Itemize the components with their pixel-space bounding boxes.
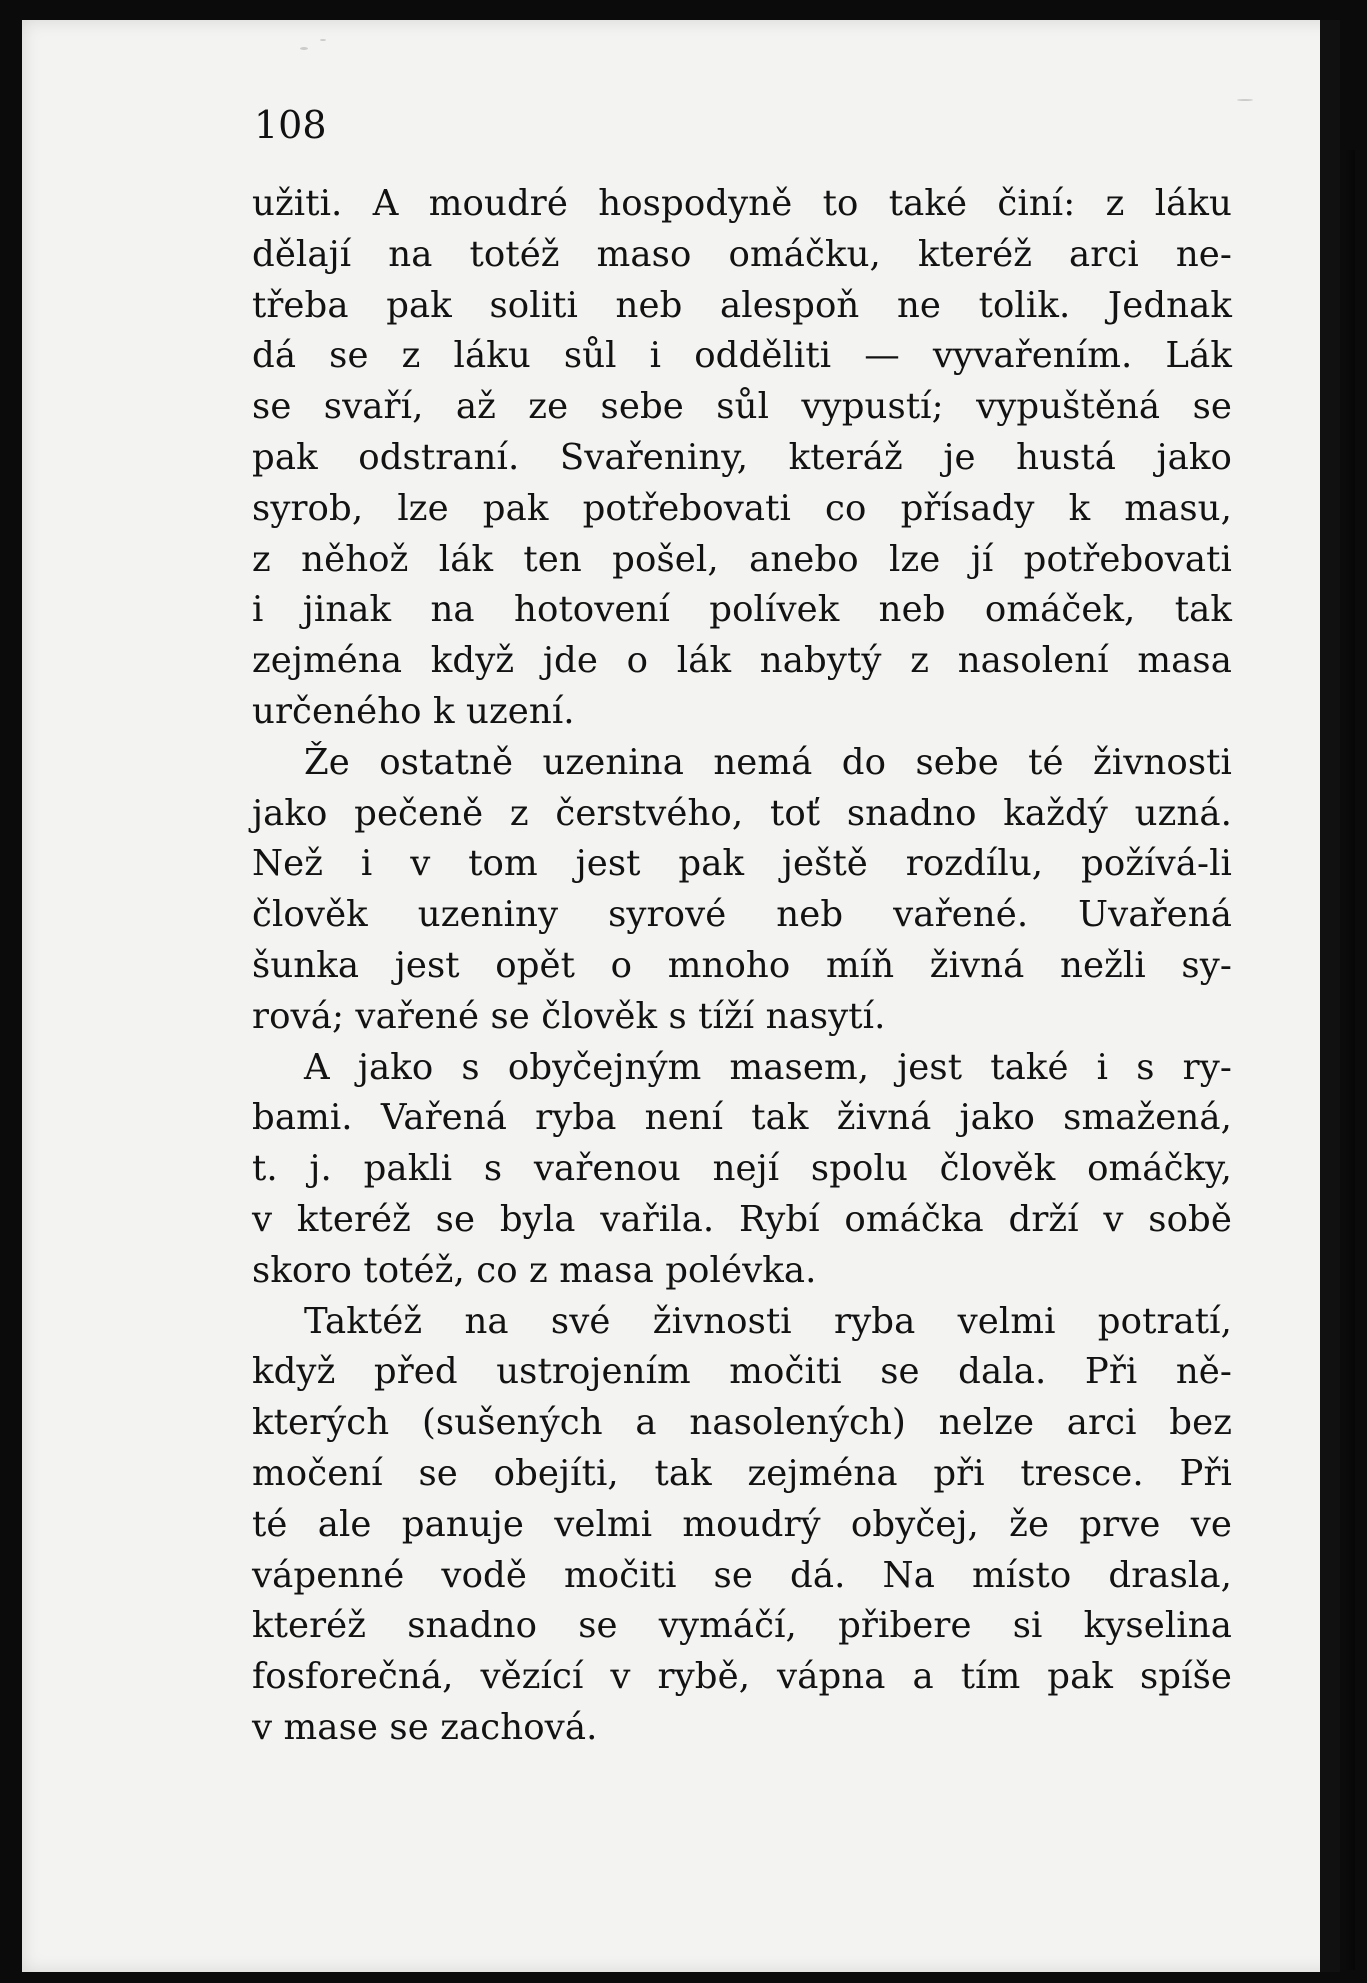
spine-shadow [1345, 150, 1355, 1970]
text-line: pak odstraní. Svařeniny, kteráž je hustá jako [252, 436, 1232, 478]
text-line: syrob, lze pak potřebovati co přísady k masu, [252, 487, 1232, 529]
page-body-text [252, 179, 1232, 1754]
text-line: člověk uzeniny syrové neb vařené. Uvařená [252, 894, 1232, 936]
scan-smudge [1237, 99, 1253, 101]
text-line: Taktéž na své živnosti ryba velmi potratí, [304, 1300, 1232, 1342]
page-number: 108 [254, 103, 327, 147]
page-right-edge [1320, 20, 1340, 1972]
text-line: Že ostatně uzenina nemá do sebe té živnosti [304, 741, 1232, 783]
text-line: v mase se zachová. [252, 1706, 598, 1748]
text-line: dělají na totéž maso omáčku, kteréž arci ne- [252, 233, 1232, 275]
text-line: močení se obejíti, tak zejména při tresce. Při [252, 1452, 1232, 1494]
text-line: se svaří, až ze sebe sůl vypustí; vypuštěná se [252, 386, 1232, 428]
text-line: fosforečná, vězící v rybě, vápna a tím pak spíše [252, 1656, 1232, 1698]
text-line: i jinak na hotovení polívek neb omáček, tak [252, 589, 1232, 631]
text-line: vápenné vodě močiti se dá. Na místo drasla, [252, 1554, 1232, 1596]
text-line: určeného k uzení. [252, 690, 575, 732]
text-line: užiti. A moudré hospodyně to také činí: z láku [252, 183, 1232, 224]
text-line: bami. Vařená ryba není tak živná jako smažená, [252, 1097, 1232, 1139]
scan-smudge [300, 47, 308, 50]
text-line: když před ustrojením močiti se dala. Při ně- [252, 1351, 1232, 1393]
text-line: třeba pak soliti neb alespoň ne tolik. Jednak [252, 284, 1232, 326]
text-line: A jako s obyčejným masem, jest také i s ry- [304, 1046, 1232, 1088]
text-line: zejména když jde o lák nabytý z nasolení masa [252, 640, 1232, 682]
text-line: Než i v tom jest pak ještě rozdílu, požívá-li [252, 843, 1232, 885]
text-line: rová; vařené se člověk s tíží nasytí. [252, 995, 886, 1037]
text-line: v kteréž se byla vařila. Rybí omáčka drží v sobě [252, 1198, 1232, 1240]
text-line: dá se z láku sůl i odděliti — vyvařením. Lák [252, 335, 1232, 377]
text-line: kteréž snadno se vymáčí, přibere si kyselina [252, 1605, 1232, 1647]
scan-smudge [320, 39, 326, 41]
text-line: t. j. pakli s vařenou nejí spolu člověk omáčky, [252, 1148, 1232, 1190]
text-line: skoro totéž, co z masa polévka. [252, 1249, 817, 1291]
text-line: kterých (sušených a nasolených) nelze arci bez [252, 1402, 1232, 1444]
text-line: jako pečeně z čerstvého, toť snadno každý uzná. [252, 792, 1232, 834]
text-line: z něhož lák ten pošel, anebo lze jí potřebovati [252, 538, 1232, 580]
text-line: té ale panuje velmi moudrý obyčej, že prve ve [252, 1503, 1232, 1545]
text-line: šunka jest opět o mnoho míň živná nežli sy- [252, 944, 1232, 986]
